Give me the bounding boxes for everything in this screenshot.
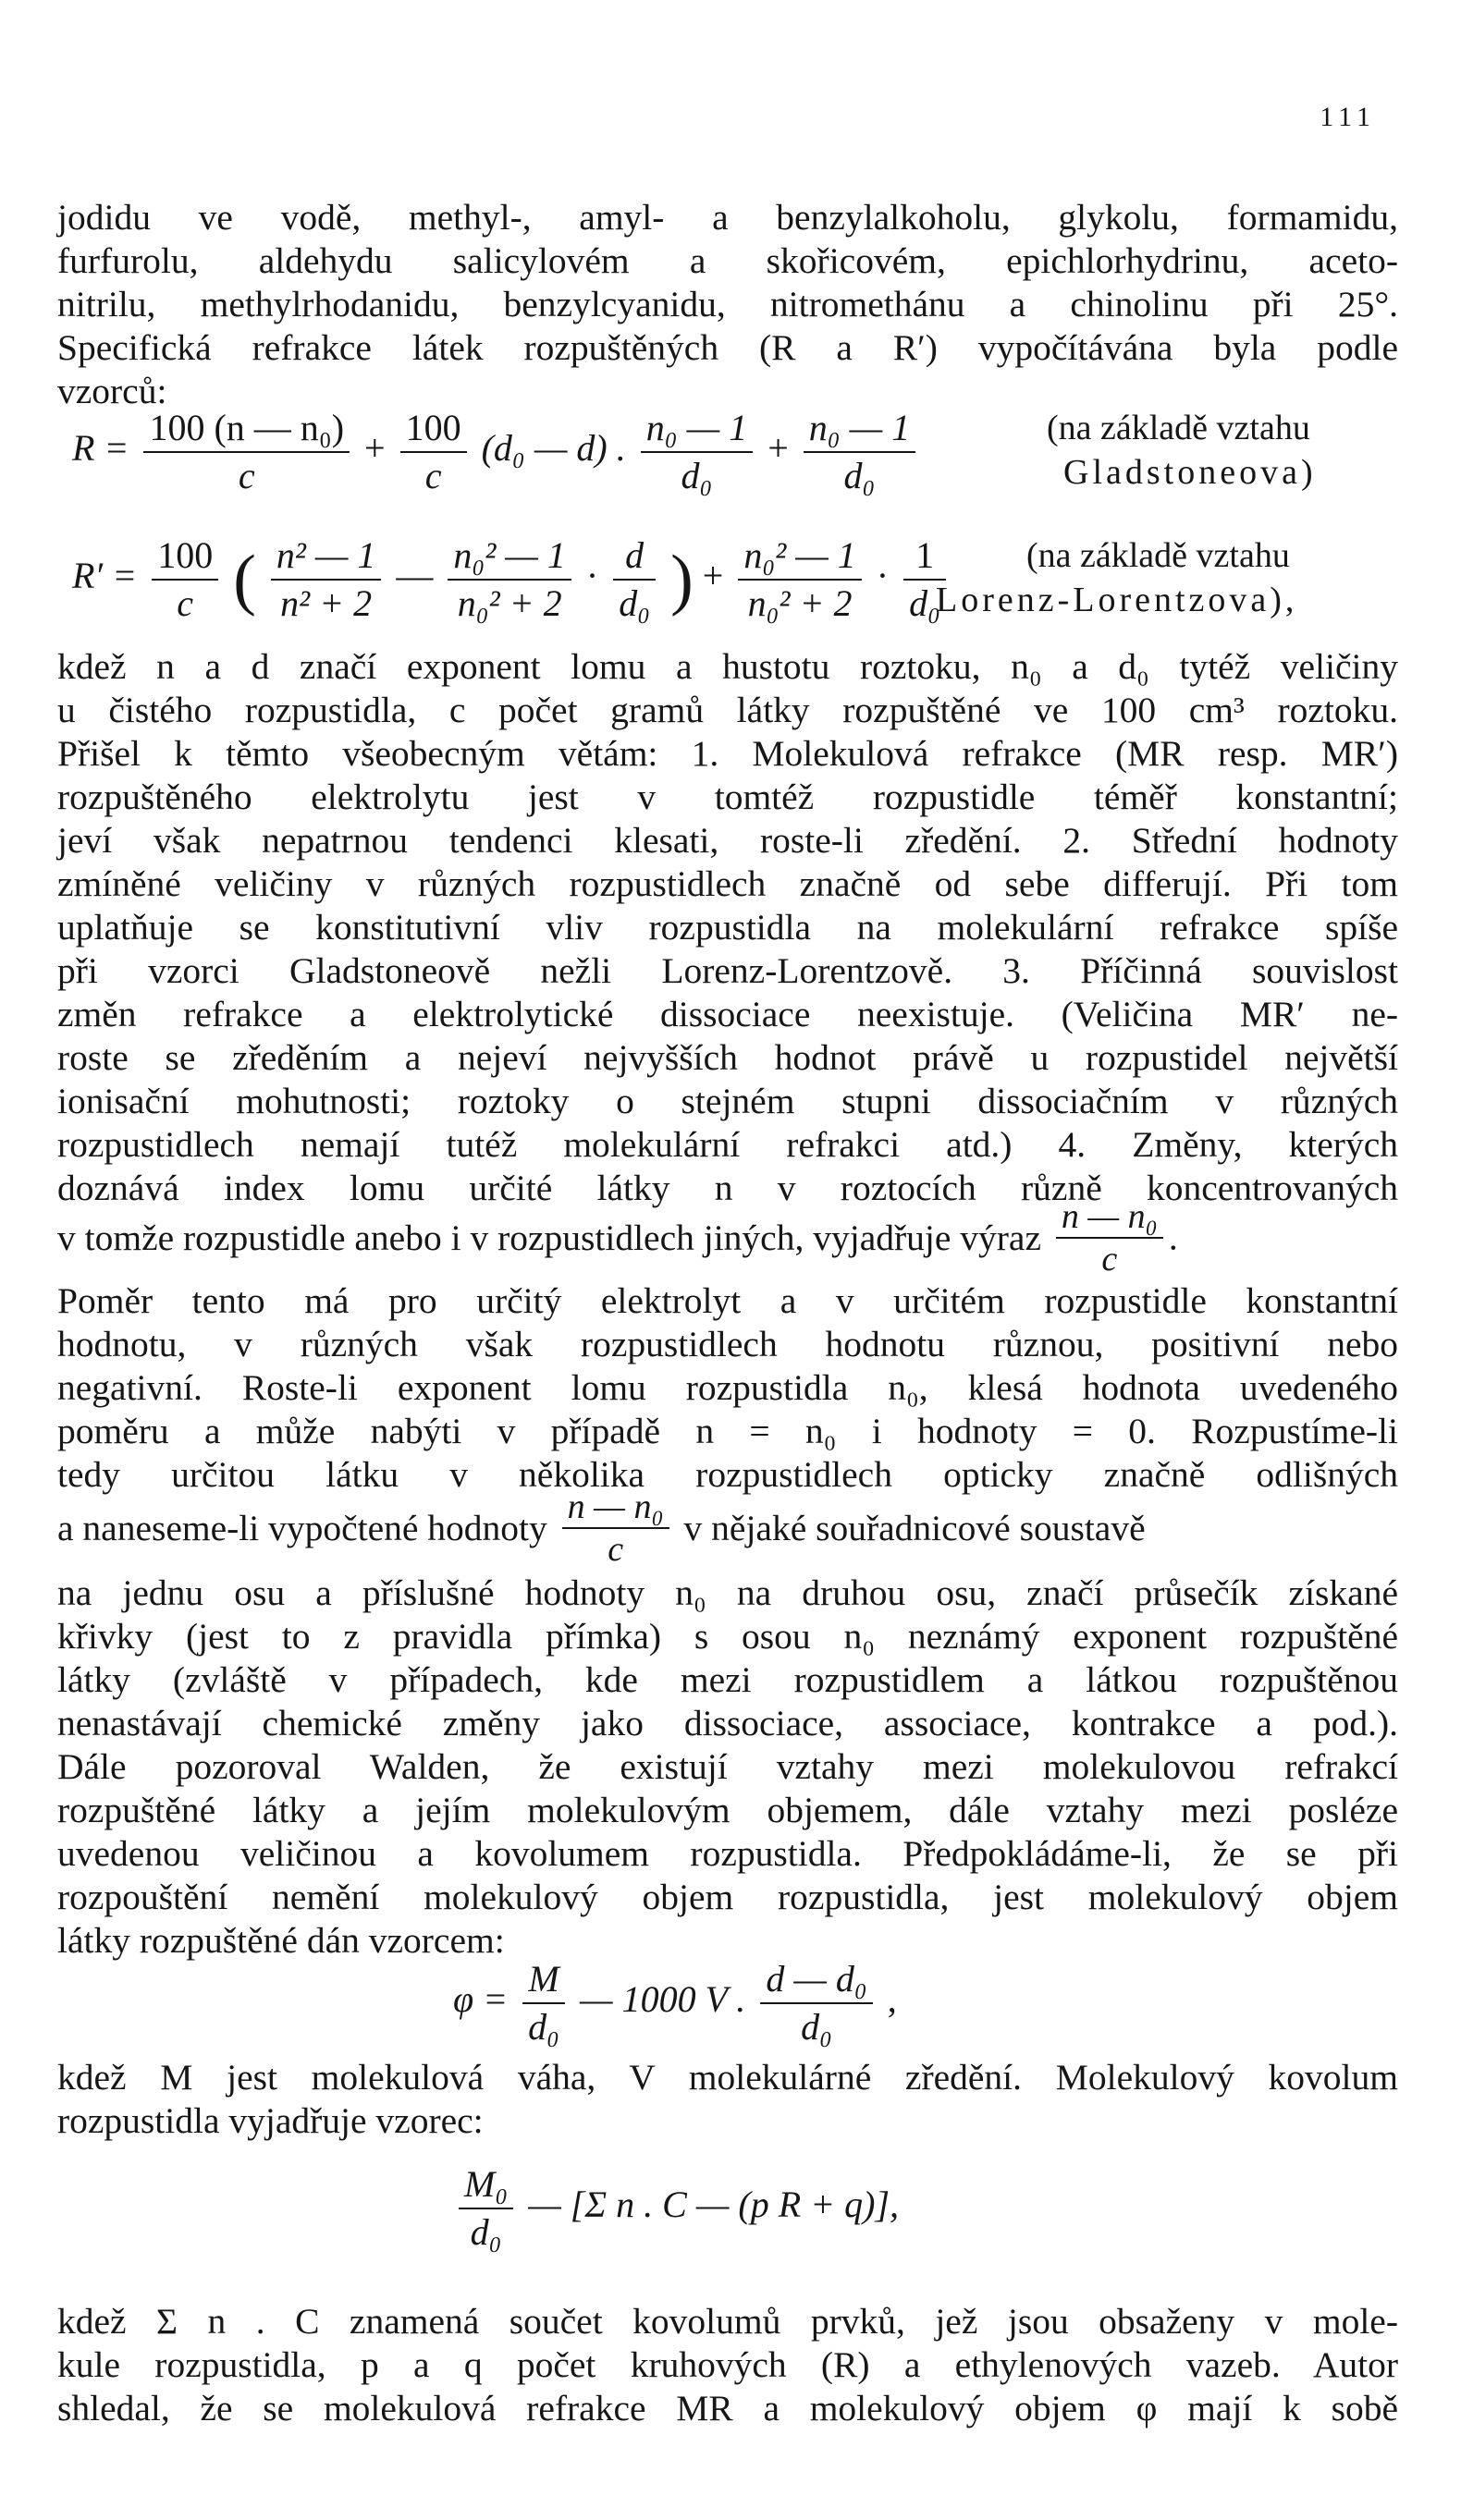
text-line: nitrilu, methylrhodanidu, benzylcyanidu, nitromethánu a chinolinu při 25°.	[57, 284, 1398, 324]
operator: ·	[876, 555, 890, 597]
text-line: jodidu ve vodě, methyl-, amyl- a benzylalkoholu, glykolu, formamidu,	[57, 197, 1398, 238]
numerator: n — n₀	[1056, 1198, 1163, 1239]
formula-note: (na základě vztahu	[1026, 536, 1290, 575]
text-line: Dále pozoroval Walden, že existují vztahy mezi molekulovou refrakcí	[57, 1746, 1398, 1787]
text-line: kdež n a d značí exponent lomu a hustotu roztoku, n₀ a d₀ tytéž veličiny	[57, 646, 1398, 687]
denominator: d₀	[681, 455, 713, 496]
numerator: n₀² — 1	[448, 534, 571, 581]
fraction	[613, 534, 656, 625]
fraction	[143, 407, 350, 497]
denominator: c	[1101, 1240, 1118, 1278]
text-line: uvedenou veličinou a kovolumem rozpustidla. Předpokládáme-li, že se při	[57, 1833, 1398, 1874]
denominator: n² + 2	[280, 582, 373, 624]
text-line: roste se zředěním a nejeví nejvyšších hodnot právě u rozpustidel největší	[57, 1037, 1398, 1078]
formula-gladstone	[72, 407, 921, 497]
text-line: uplatňuje se konstitutivní vliv rozpustidla na molekulární refrakce spíše	[57, 907, 1398, 948]
close-paren: )	[670, 542, 694, 618]
fraction	[271, 534, 382, 625]
text-line: shledal, že se molekulová refrakce MR a molekulový objem φ mají k sobě	[57, 2388, 1398, 2428]
text-line: Přišel k těmto všeobecným větám: 1. Molekulová refrakce (MR resp. MR′)	[57, 733, 1398, 774]
formula-term: — 1000 V .	[580, 1978, 746, 2021]
operator: +	[767, 427, 789, 470]
formula-lhs: R′ =	[72, 555, 138, 597]
formula-term: — [Σ n . C — (p R + q)],	[528, 2184, 900, 2226]
denominator: d₀	[801, 2006, 832, 2048]
text-line: látky (zvláště v případech, kde mezi rozpustidlem a látkou rozpuštěnou	[57, 1659, 1398, 1700]
punctuation: .	[1168, 1217, 1178, 1258]
text-line: rozpuštěného elektrolytu jest v tomtéž rozpustidle téměř konstantní;	[57, 777, 1398, 817]
numerator: 100	[400, 407, 467, 453]
numerator: n₀² — 1	[738, 534, 861, 581]
denominator: n₀² + 2	[747, 582, 853, 624]
denominator: d₀	[909, 582, 941, 624]
formula-covolume	[453, 2163, 899, 2254]
text-line: látky rozpuštěné dán vzorcem:	[57, 1920, 505, 1961]
text-line: poměru a může nabýti v případě n = n₀ i hodnoty = 0. Rozpustíme-li	[57, 1411, 1398, 1451]
fraction	[641, 407, 753, 497]
numerator: 1	[903, 534, 946, 581]
formula-note: Gladstoneova)	[1063, 453, 1317, 492]
fraction	[804, 407, 915, 497]
numerator: d	[613, 534, 656, 581]
formula-lhs: R =	[72, 427, 129, 470]
paragraph-covolume	[57, 2056, 1398, 2143]
formula-lorenz-lorentz	[72, 534, 951, 625]
numerator: n — n₀	[562, 1488, 669, 1529]
expression-line	[57, 1198, 1398, 1276]
text-line: křivky (jest to z pravidla přímka) s osou n₀ neznámý exponent rozpuštěné	[57, 1616, 1398, 1657]
paragraph-intro	[57, 196, 1398, 413]
formula-note: (na základě vztahu	[1047, 409, 1310, 447]
fraction	[760, 1958, 872, 2049]
denominator: d₀	[843, 455, 876, 496]
denominator: c	[608, 1530, 624, 1569]
text-line: tedy určitou látku v několika rozpustidlech opticky značně odlišných	[57, 1454, 1398, 1495]
paragraph-conclusion	[57, 2300, 1398, 2430]
paragraph-walden	[57, 1572, 1398, 1963]
denominator: d₀	[619, 582, 651, 624]
text-line: v nějaké souřadnicové soustavě	[683, 1507, 1146, 1548]
fraction	[1056, 1198, 1163, 1278]
denominator: c	[177, 582, 194, 624]
numerator: d — d₀	[760, 1958, 872, 2004]
numerator: n² — 1	[271, 534, 382, 581]
denominator: d₀	[528, 2006, 560, 2048]
numerator: 100	[152, 534, 218, 581]
formula-term: (d₀ — d) .	[481, 427, 626, 470]
text-line: rozpustidlech nemají tutéž molekulární refrakci atd.) 4. Změny, kterých	[57, 1124, 1398, 1165]
paragraph-results	[57, 645, 1398, 1210]
operator: —	[396, 555, 434, 597]
numerator: M₀	[459, 2163, 513, 2209]
text-line: rozpustidla vyjadřuje vzorec:	[57, 2100, 484, 2141]
text-line: nenastávají chemické změny jako dissociace, associace, kontrakce a pod.).	[57, 1703, 1398, 1743]
denominator: d₀	[470, 2211, 502, 2253]
text-line: vzorců:	[57, 371, 167, 411]
page-number: 111	[1320, 102, 1376, 132]
numerator: n₀ — 1	[804, 407, 915, 453]
text-line: kule rozpustidla, p a q počet kruhových (R) a ethylenových vazeb. Autor	[57, 2344, 1398, 2385]
numerator: 100 (n — n₀)	[143, 407, 350, 453]
open-paren: (	[233, 542, 256, 618]
text-line: u čistého rozpustidla, c počet gramů látky rozpuštěné ve 100 cm³ roztoku.	[57, 690, 1398, 730]
expression-line	[57, 1487, 1398, 1569]
text-line: kdež Σ n . C znamená součet kovolumů prvků, jež jsou obsaženy v mole-	[57, 2301, 1398, 2342]
text-line: a naneseme-li vypočtené hodnoty	[57, 1507, 547, 1548]
text-line: Specifická refrakce látek rozpuštěných (R a R′) vypočítávána byla podle	[57, 327, 1398, 368]
formula-lhs: φ =	[453, 1978, 509, 2021]
denominator: c	[424, 455, 442, 496]
text-line: kdež M jest molekulová váha, V molekulárné zředění. Molekulový kovolum	[57, 2057, 1398, 2098]
fraction	[738, 534, 861, 625]
operator: +	[364, 427, 386, 470]
numerator: n₀ — 1	[641, 407, 753, 453]
paragraph-ratio	[57, 1279, 1398, 1497]
formula-note: Lorenz-Lorentzova),	[936, 581, 1298, 619]
text-line: Poměr tento má pro určitý elektrolyt a v určitém rozpustidle konstantní	[57, 1280, 1398, 1321]
formula-molecular-volume	[453, 1958, 897, 2049]
punctuation: ,	[887, 1978, 897, 2021]
fraction	[459, 2163, 513, 2254]
text-line: hodnotu, v různých však rozpustidlech hodnotu různou, positivní nebo	[57, 1324, 1398, 1364]
operator: +	[702, 555, 724, 597]
text-line: změn refrakce a elektrolytické dissociace neexistuje. (Veličina MR′ ne-	[57, 994, 1398, 1034]
text-line: rozpouštění nemění molekulový objem rozpustidla, jest molekulový objem	[57, 1877, 1398, 1917]
text-line: jeví však nepatrnou tendenci klesati, roste-li zředění. 2. Střední hodnoty	[57, 820, 1398, 861]
denominator: n₀² + 2	[457, 582, 562, 624]
text-line: doznává index lomu určité látky n v roztocích různě koncentrovaných	[57, 1168, 1398, 1208]
text-line: ionisační mohutnosti; roztoky o stejném stupni dissociačním v různých	[57, 1081, 1398, 1121]
text-line: při vzorci Gladstoneově nežli Lorenz-Lorentzově. 3. Příčinná souvislost	[57, 950, 1398, 991]
operator: ·	[585, 555, 599, 597]
text-line: v tomže rozpustidle anebo i v rozpustidlech jiných, vyjadřuje výraz	[57, 1217, 1041, 1258]
denominator: c	[238, 455, 255, 496]
text-line: zmíněné veličiny v různých rozpustidlech značně od sebe differují. Při tom	[57, 863, 1398, 904]
fraction	[400, 407, 467, 497]
text-line: negativní. Roste-li exponent lomu rozpustidla n₀, klesá hodnota uvedeného	[57, 1367, 1398, 1408]
text-line: rozpuštěné látky a jejím molekulovým objemem, dále vztahy mezi posléze	[57, 1790, 1398, 1830]
fraction	[522, 1958, 565, 2049]
fraction	[562, 1488, 669, 1568]
numerator: M	[522, 1958, 565, 2004]
text-line: furfurolu, aldehydu salicylovém a skořicovém, epichlorhydrinu, aceto-	[57, 240, 1398, 281]
fraction	[448, 534, 571, 625]
fraction	[152, 534, 218, 625]
text-line: na jednu osu a příslušné hodnoty n₀ na druhou osu, značí průsečík získané	[57, 1572, 1398, 1613]
